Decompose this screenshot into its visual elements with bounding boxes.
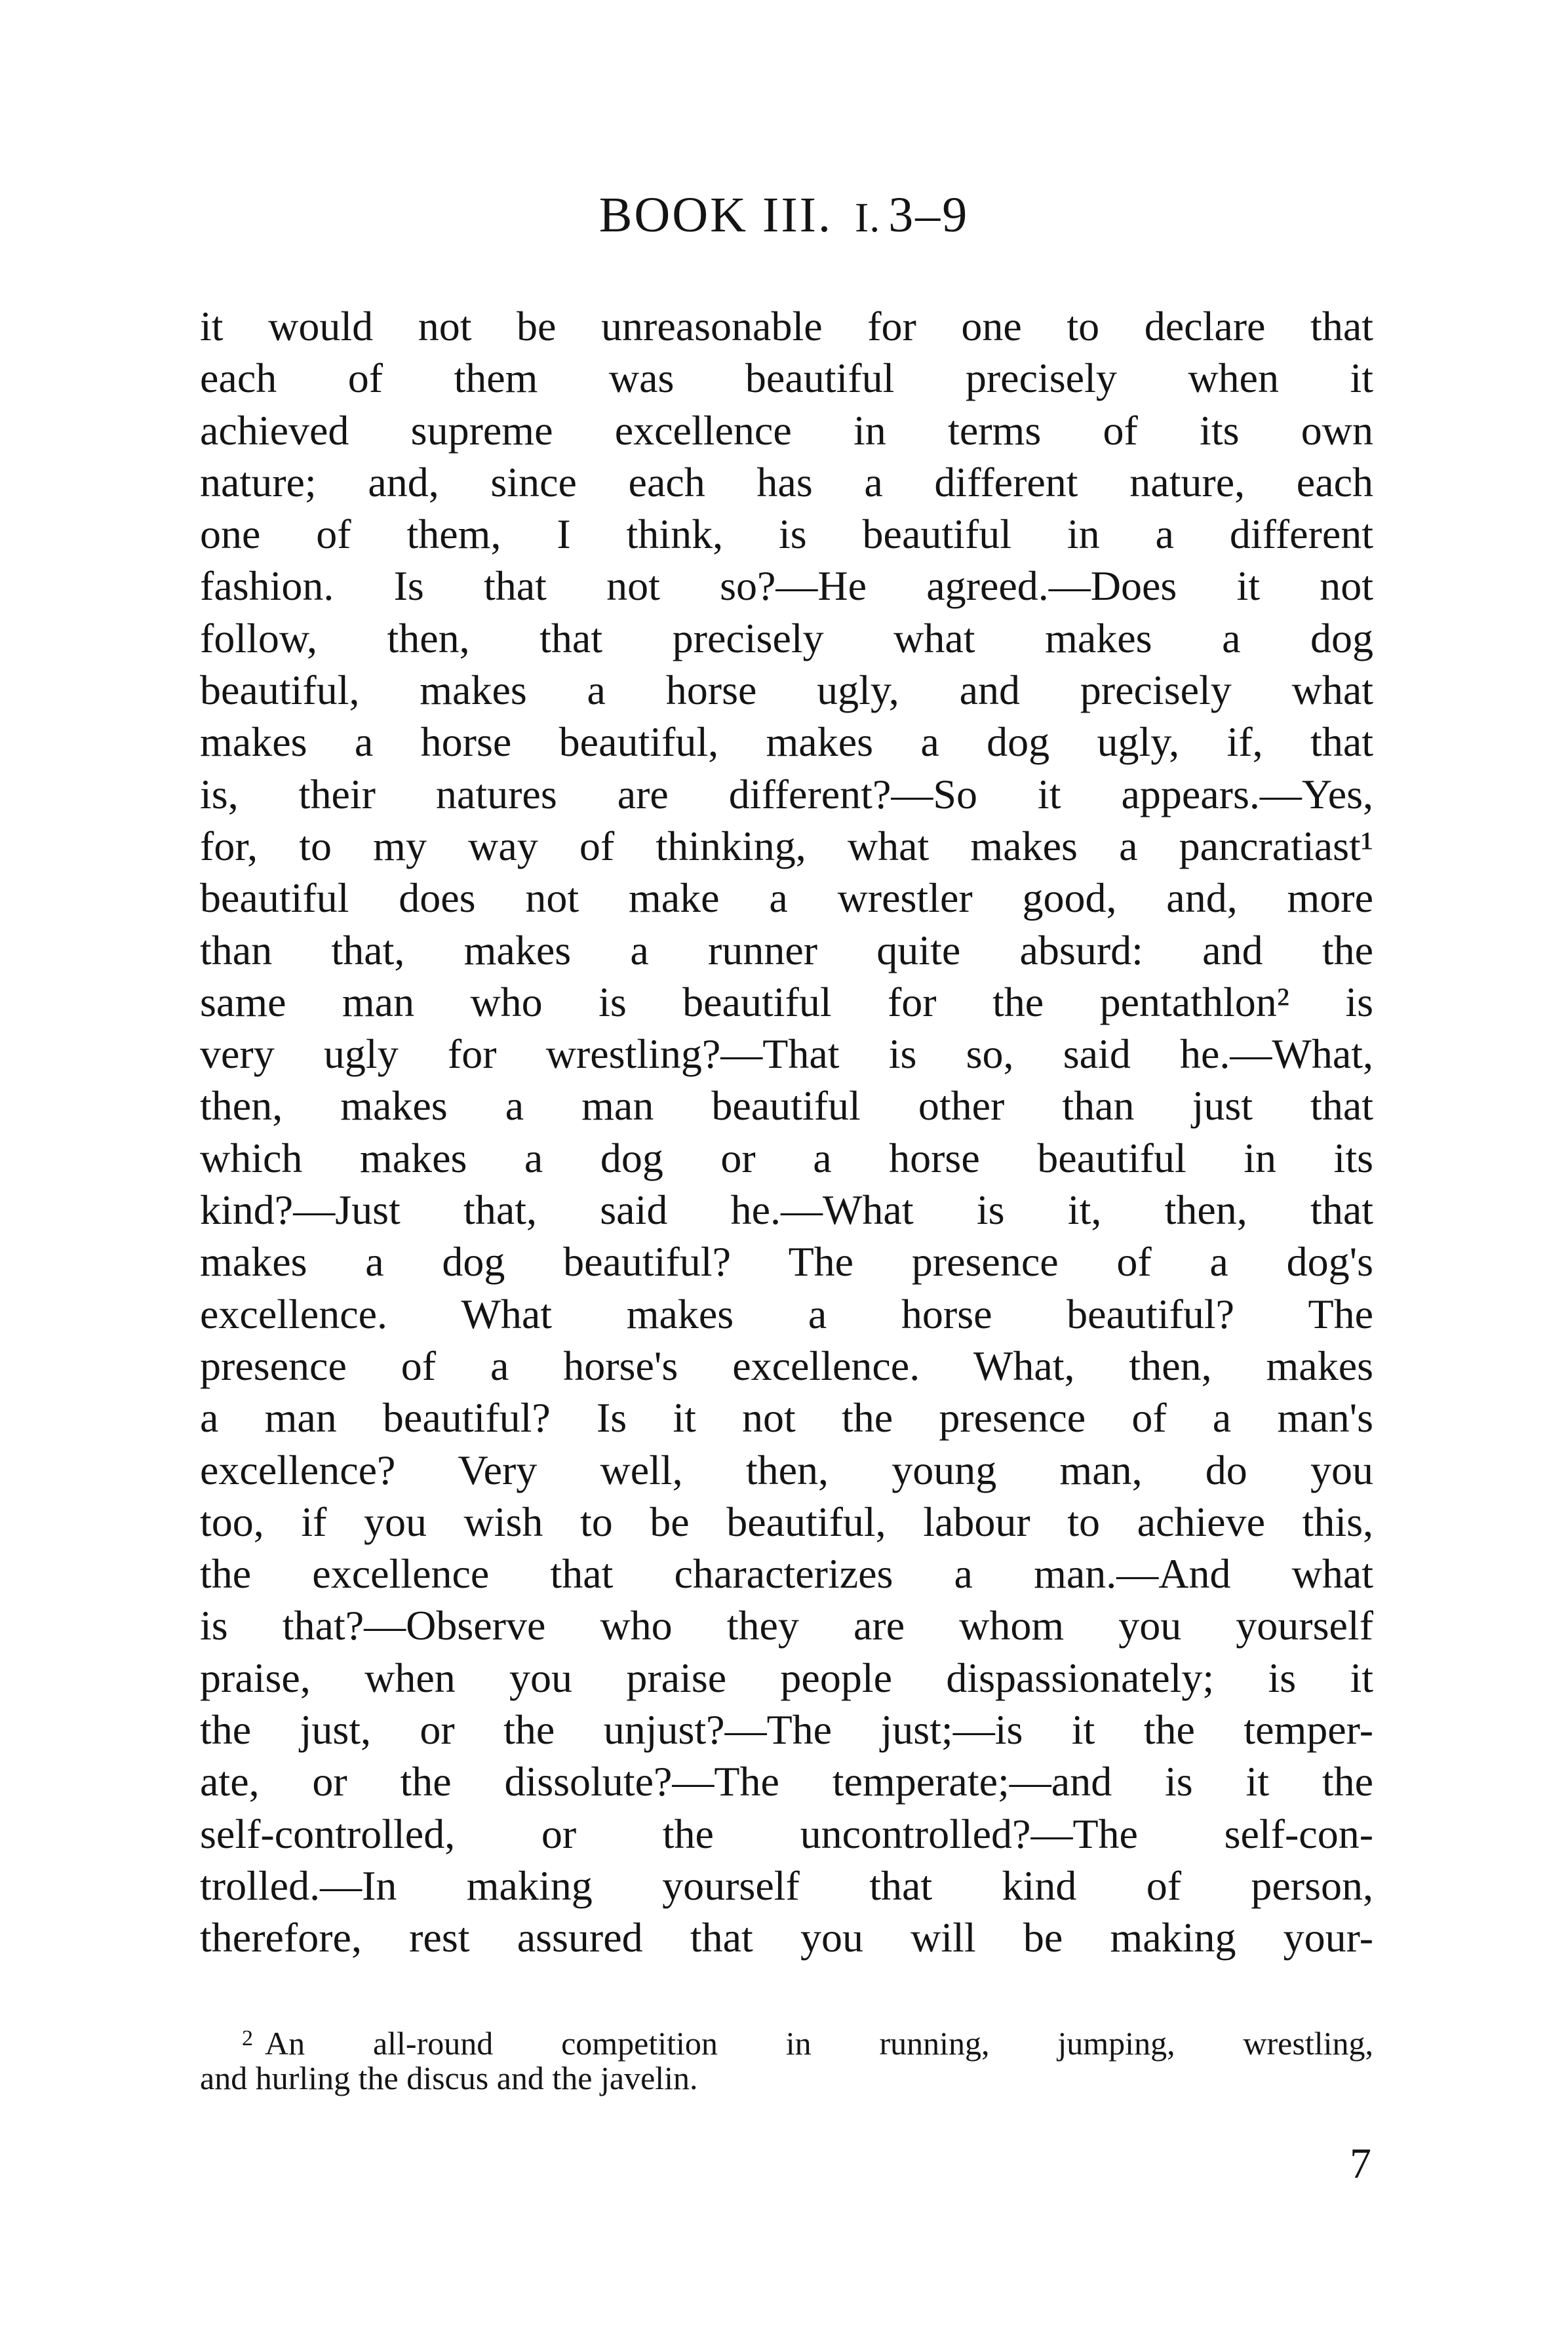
section-number: I. [854, 194, 881, 241]
text-line: follow, then, that precisely what makes a dog [200, 614, 1373, 661]
text-line: nature; and, since each has a different nature, each [200, 458, 1373, 505]
body-text [200, 300, 1373, 1964]
text-line: makes a horse beautiful, makes a dog ugly, if, that [200, 718, 1373, 766]
text-line: kind?—Just that, said he.—What is it, then, that [200, 1186, 1373, 1234]
text-line: than that, makes a runner quite absurd: and the [200, 926, 1373, 973]
text-line: praise, when you praise people dispassionately; is it [200, 1654, 1373, 1701]
text-line: one of them, I think, is beautiful in a different [200, 511, 1373, 558]
footnote-line [200, 2019, 1373, 2062]
page-number: 7 [1350, 2140, 1371, 2187]
text-line: trolled.—In making yourself that kind of person, [200, 1862, 1373, 1909]
text-line: achieved supreme excellence in terms of its own [200, 406, 1373, 454]
text-line: beautiful does not make a wrestler good, and, more [200, 874, 1373, 922]
text-line: makes a dog beautiful? The presence of a dog's [200, 1238, 1373, 1285]
book-title: BOOK III. [598, 187, 833, 243]
text-line: which makes a dog or a horse beautiful in its [200, 1134, 1373, 1181]
text-line: presence of a horse's excellence. What, then, makes [200, 1342, 1373, 1389]
text-line: the excellence that characterizes a man.—And what [200, 1550, 1373, 1598]
footnote-marker: 2 [242, 2026, 253, 2050]
text-line: then, makes a man beautiful other than just that [200, 1082, 1373, 1129]
running-head [0, 187, 1568, 243]
text-line: the just, or the unjust?—The just;—is it the temper- [200, 1706, 1373, 1754]
text-line: each of them was beautiful precisely when it [200, 355, 1373, 402]
text-line: self-controlled, or the uncontrolled?—The self-con- [200, 1810, 1373, 1857]
text-line: for, to my way of thinking, what makes a pancratiast¹ [200, 822, 1373, 869]
footnote-line: and hurling the discus and the javelin. [200, 2060, 698, 2096]
footnote-text: An all-round competition in running, jumping, wrestling, [265, 2025, 1373, 2062]
text-line: fashion. Is that not so?—He agreed.—Does it not [200, 562, 1373, 610]
text-line: is that?—Observe who they are whom you yourself [200, 1602, 1373, 1649]
text-line: beautiful, makes a horse ugly, and precisely what [200, 667, 1373, 714]
text-line: it would not be unreasonable for one to declare that [200, 303, 1373, 349]
text-line: same man who is beautiful for the pentathlon² is [200, 978, 1373, 1025]
text-line: excellence? Very well, then, young man, do you [200, 1446, 1373, 1493]
footnote [200, 2019, 1373, 2098]
text-line: a man beautiful? Is it not the presence of a man's [200, 1394, 1373, 1441]
text-line: therefore, rest assured that you will be making your- [200, 1914, 1373, 1961]
text-line: excellence. What makes a horse beautiful? The [200, 1290, 1373, 1337]
text-line: too, if you wish to be beautiful, labour to achieve this, [200, 1498, 1373, 1545]
text-line: ate, or the dissolute?—The temperate;—and is it the [200, 1758, 1373, 1805]
section-range: 3–9 [888, 187, 970, 243]
text-line: is, their natures are different?—So it appears.—Yes, [200, 770, 1373, 817]
text-line: very ugly for wrestling?—That is so, said he.—What, [200, 1030, 1373, 1078]
